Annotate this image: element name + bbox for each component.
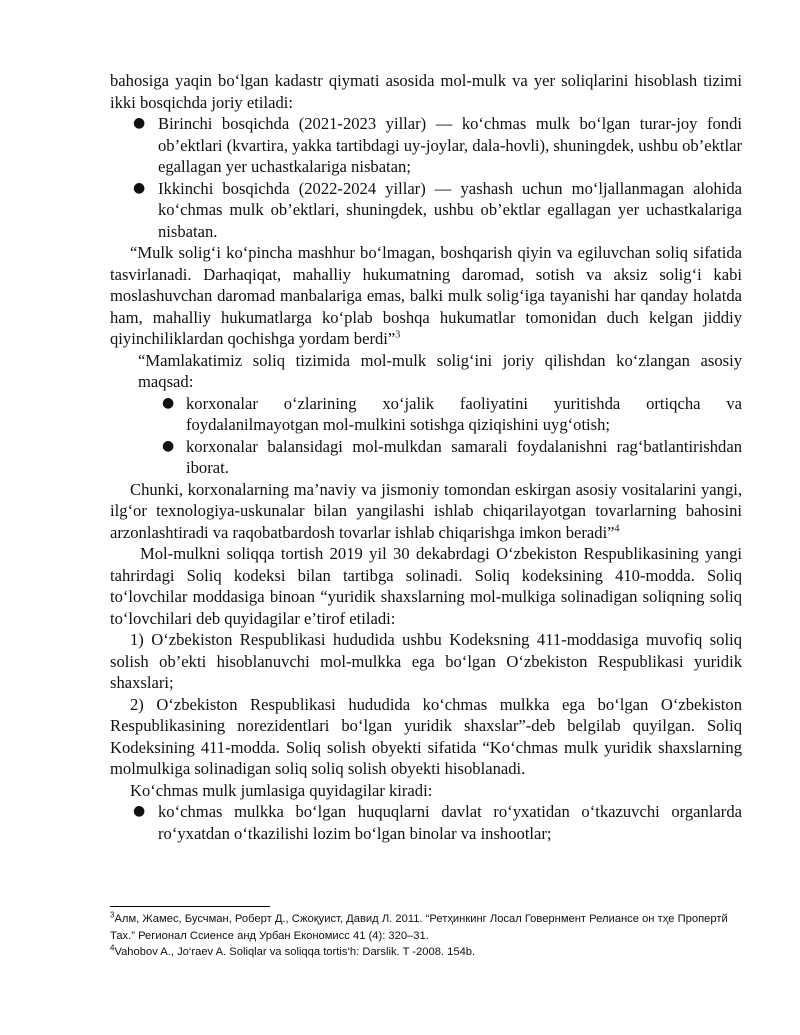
document-page [110, 70, 742, 844]
paragraph-purpose: “Mamlakatimiz soliq tizimida mol-mulk solig‘ini joriy qilishdan ko‘zlangan asosiy maqsad: [138, 350, 742, 391]
bullet-icon: ● [162, 394, 175, 411]
list-item: ● ko‘chmas mulkka bo‘lgan huquqlarni davlat ro‘yxatidan o‘tkazuvchi organlarda ro‘yxatdan o‘tkazilishi lozim bo‘lgan binolar va inshootlar; [133, 802, 742, 843]
footnote-3: $^3$Алм, Жамес, Бусчман, Роберт Д., Сжоқуист, Давид Л. 2011. “Ретҳинкинг Лосал Говернмент Релиансе он тҳе Пропертй Тах.” Регионал Ссиенсе анд Урбан Економисс 41 (4): 320–31. [110, 910, 728, 942]
paragraph-because: Chunki, korxonalarning ma’naviy va jismoniy tomondan eskirgan asosiy vositalarini yangi, ilg‘or texnologiya-uskunalar bilan yangilashi ishlab chiqarilayotgan tovarlarning bahosini arzonlashtiradi va raqobatbardosh tovarlar ishlab chiqarishga imkon beradi”$^4$ [110, 479, 742, 542]
paragraph-real-estate: Ko‘chmas mulk jumlasiga quyidagilar kiradi: [130, 780, 433, 800]
paragraph-item-2: 2) O‘zbekiston Respublikasi hududida ko‘chmas mulkka ega bo‘lgan O‘zbekiston Respublikasining norezidentlari bo‘lgan yuridik shaxslar”-deb belgilab quyilgan. Soliq Kodeksining 411-modda. Soliq solish obyekti sifatida “Ko‘chmas mulk yuridik shaxslarning molmulkiga solinadigan soliq soliq solish obyekti hisoblanadi. [110, 694, 742, 778]
list-item: ● Ikkinchi bosqichda (2022-2024 yillar) — yashash uchun mo‘ljallanmagan alohida ko‘chmas mulk ob’ektlari, shuningdek, ushbu ob’ektlar egallagan yer uchastkalariga nisbatan. [133, 178, 742, 241]
paragraph-intro: bahosiga yaqin bo‘lgan kadastr qiymati asosida mol-mulk va yer soliqlarini hisoblash tizimi ikki bosqichda joriy etiladi: [110, 71, 742, 112]
paragraph-tax-code: Mol-mulkni soliqqa tortish 2019 yil 30 dekabrdagi O‘zbekiston Respublikasining yangi tahrirdagi Soliq kodeksi bilan tartibga solinadi. Soliq kodeksining 410-modda. Soliq to‘lovchilar moddasiga binoan “yuridik shaxslarning mol-mulkiga solinadigan soliqning soliq to‘lovchilari deb quyidagilar e’tirof etiladi: [110, 544, 742, 628]
list-item: ● korxonalar o‘zlarining xo‘jalik faoliyatini yuritishda ortiqcha va foydalanilmayotgan mol-mulkini sotishga qiziqishini uyg‘otish; [162, 393, 742, 434]
real-estate-list [110, 801, 742, 844]
purpose-list [138, 393, 742, 479]
footnote-4: $^4$Vahobov A., Jo‘raev A. Soliqlar va soliqqa tortis‘h: Darslik. T -2008. 154b. [110, 943, 476, 958]
bullet-icon: ● [162, 437, 175, 454]
footnote-separator [110, 906, 270, 907]
paragraph-quote-property-tax: “Mulk solig‘i ko‘pincha mashhur bo‘lmagan, boshqarish qiyin va egiluvchan soliq sifatida tasvirlanadi. Darhaqiqat, mahalliy hukumatning daromad, sotish va aksiz solig‘i kabi moslashuvchan daromad manbalariga emas, balki mulk solig‘iga tayanishi har qanday holatda ham, mahalliy hukumatlarga ko‘plab boshqa hukumatlar tomonidan duch kelgan jiddiy qiyinchiliklardan qochishga yordam berdi”$^3$ [110, 243, 742, 348]
footnote-ref-3: 3 [395, 329, 401, 341]
bullet-icon: ● [133, 115, 146, 131]
list-item: ● korxonalar balansidagi mol-mulkdan samarali foydalanishni rag‘batlantirishdan iborat. [162, 436, 742, 477]
list-item: ● Birinchi bosqichda (2021-2023 yillar) — ko‘chmas mulk bo‘lgan turar-joy fondi ob’ektlari (kvartira, yakka tartibdagi uy-joylar, dala-hovli), shuningdek, ushbu ob’ektlar egallagan yer uchastkalariga nisbatan; [133, 114, 742, 176]
bullet-icon: ● [133, 803, 146, 819]
paragraph-item-1: 1) O‘zbekiston Respublikasi hududida ushbu Kodeksning 411-moddasiga muvofiq soliq solish ob’ekti hisoblanuvchi mol-mulkka ega bo‘lgan O‘zbekiston Respublikasi yuridik shaxslari; [110, 630, 742, 692]
bullet-icon: ● [133, 179, 146, 196]
footnote-ref-4: 4 [614, 522, 620, 534]
stages-list [110, 113, 742, 242]
footnotes [110, 911, 750, 961]
